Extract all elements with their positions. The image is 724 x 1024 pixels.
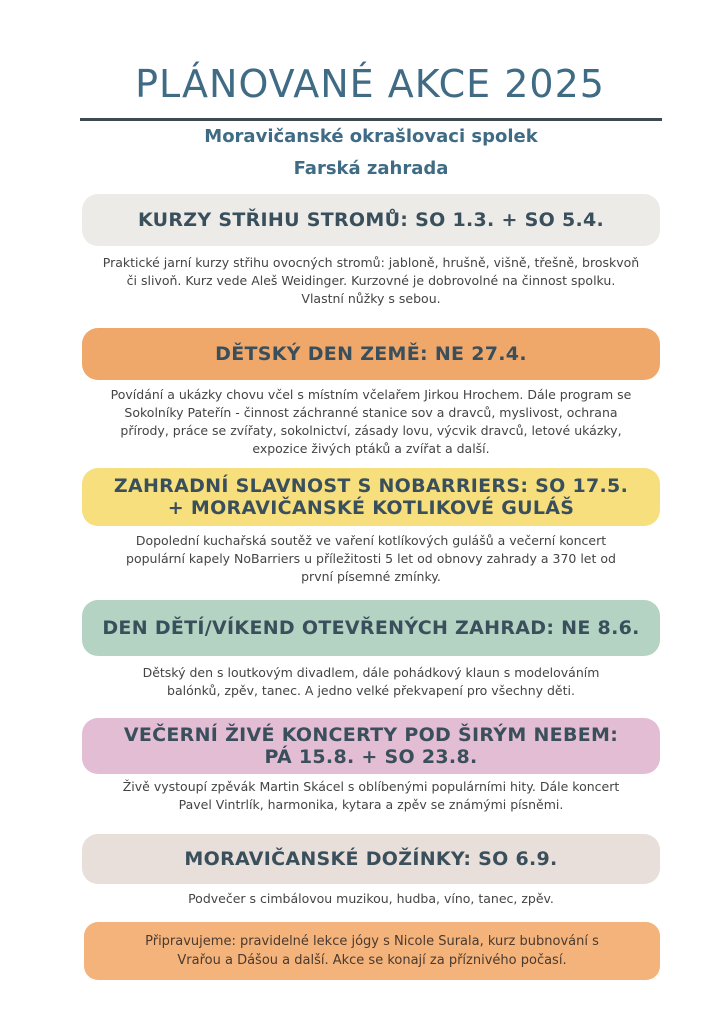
upcoming-note — [84, 922, 660, 980]
event-title: KURZY STŘIHU STROMŮ: SO 1.3. + SO 5.4. — [137, 209, 605, 231]
desc-line: první písemné zmínky. — [301, 569, 441, 584]
event-band-evening-concerts — [82, 718, 660, 774]
note-line: Vrařou a Dášou a další. Akce se konají za příznivého počasí. — [177, 953, 567, 968]
page-title: PLÁNOVANÉ AKCE 2025 — [135, 62, 605, 106]
desc-line: expozice živých ptáků a zvířat a další. — [252, 441, 490, 456]
event-band-harvest-festival — [82, 834, 660, 884]
desc-line: balónků, zpěv, tanec. A jedno velké překvapení pro všechny děti. — [167, 683, 575, 698]
event-band-open-gardens — [82, 600, 660, 656]
desc-line: Praktické jarní kurzy střihu ovocných stromů: jabloně, hrušně, višně, třešně, broskvoň — [102, 255, 640, 270]
event-title-line-2: PÁ 15.8. + SO 23.8. — [264, 746, 478, 768]
event-title: ZAHRADNÍ SLAVNOST S NOBARRIERS: SO 17.5. — [113, 475, 629, 497]
desc-line: či slivoň. Kurz vede Aleš Weidinger. Kurzovné je dobrovolné na činnost spolku. — [126, 273, 616, 288]
event-description — [82, 890, 660, 908]
event-description — [82, 664, 660, 700]
desc-line: Dětský den s loutkovým divadlem, dále pohádkový klaun s modelováním — [142, 665, 600, 680]
event-band-garden-festival — [82, 468, 660, 526]
venue-name: Farská zahrada — [293, 158, 449, 179]
desc-line: Povídání a ukázky chovu včel s místním včelařem Jirkou Hrochem. Dále program se — [110, 387, 632, 402]
desc-line: Vlastní nůžky s sebou. — [301, 291, 441, 306]
event-title: MORAVIČANSKÉ DOŽÍNKY: SO 6.9. — [184, 848, 558, 870]
note-line: Připravujeme: pravidelné lekce jógy s Nicole Surala, kurz bubnování s — [145, 934, 599, 949]
desc-line: Pavel Vintrlík, harmonika, kytara a zpěv se známými písněmi. — [178, 797, 564, 812]
event-description — [82, 386, 660, 458]
title-underline — [80, 118, 662, 121]
event-band-tree-pruning — [82, 194, 660, 246]
desc-line: přírody, práce se zvířaty, sokolnictví, zásady lovu, výcvik dravců, letové ukázky, — [120, 423, 622, 438]
event-description — [82, 778, 660, 814]
event-title: DĚTSKÝ DEN ZEMĚ: NE 27.4. — [215, 343, 527, 365]
desc-line: populární kapely NoBarriers u příležitosti 5 let od obnovy zahrady a 370 let od — [126, 551, 616, 566]
desc-line: Podvečer s cimbálovou muzikou, hudba, víno, tanec, zpěv. — [188, 891, 554, 906]
desc-line: Dopolední kuchařská soutěž ve vaření kotlíkových gulášů a večerní koncert — [135, 533, 607, 548]
event-band-earth-day — [82, 328, 660, 380]
desc-line: Živě vystoupí zpěvák Martin Skácel s oblíbenými populárními hity. Dále koncert — [122, 779, 620, 794]
desc-line: Sokolníky Pateřín - činnost záchranné stanice sov a dravců, myslivost, ochrana — [124, 405, 618, 420]
event-description — [82, 254, 660, 308]
organizer-name: Moravičanské okrašlovaci spolek — [204, 126, 538, 147]
event-title-line-2: + MORAVIČANSKÉ KOTLIKOVÉ GULÁŠ — [167, 497, 575, 519]
event-title: VEČERNÍ ŽIVÉ KONCERTY POD ŠIRÝM NEBEM: — [123, 724, 619, 746]
event-title: DEN DĚTÍ/VÍKEND OTEVŘENÝCH ZAHRAD: NE 8.6. — [102, 617, 640, 639]
event-description — [82, 532, 660, 586]
